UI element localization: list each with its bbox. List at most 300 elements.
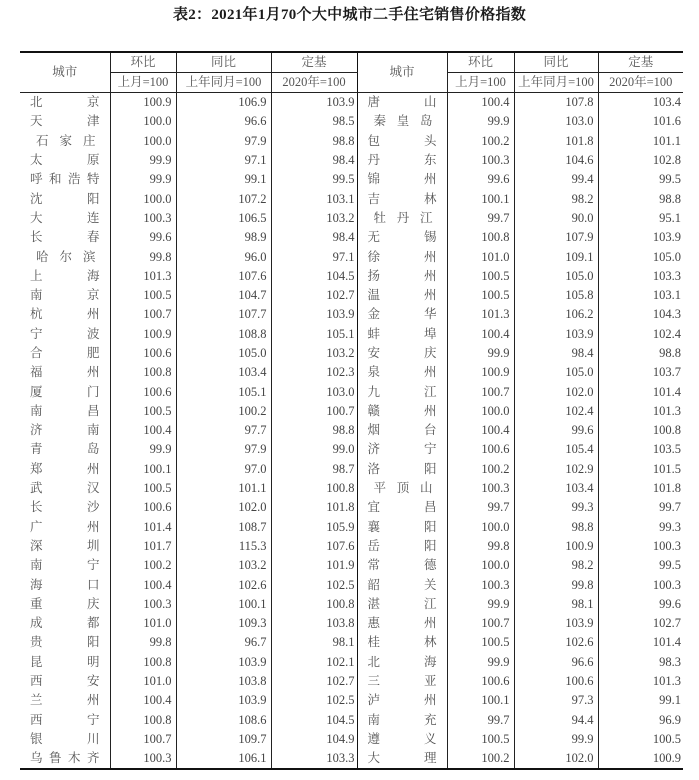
fixed-value-right: 101.1 — [598, 132, 683, 151]
city-name-right: 泉州 — [357, 363, 447, 382]
city-name-left: 西宁 — [30, 712, 100, 727]
mom-value-left: 99.9 — [110, 440, 176, 459]
mom-value-right: 100.2 — [447, 749, 514, 769]
mom-value-left: 100.7 — [110, 305, 176, 324]
yoy-value-left: 97.9 — [176, 440, 271, 459]
table-row — [20, 537, 683, 556]
yoy-value-left: 97.7 — [176, 421, 271, 440]
mom-value-left: 101.4 — [110, 518, 176, 537]
city-name-left: 成都 — [30, 616, 100, 631]
yoy-value-left: 106.1 — [176, 749, 271, 769]
fixed-value-right: 96.9 — [598, 711, 683, 730]
yoy-value-left: 108.8 — [176, 325, 271, 344]
table-row — [20, 209, 683, 228]
yoy-value-left: 97.0 — [176, 460, 271, 479]
fixed-value-right: 101.8 — [598, 479, 683, 498]
mom-value-left: 100.6 — [110, 382, 176, 401]
city-name-right: 秦皇岛 — [357, 112, 447, 131]
mom-value-left: 100.4 — [110, 575, 176, 594]
mom-value-right: 100.7 — [447, 614, 514, 633]
table-row — [20, 556, 683, 575]
fixed-value-right: 101.6 — [598, 112, 683, 131]
mom-value-left: 100.0 — [110, 132, 176, 151]
mom-value-left: 99.8 — [110, 633, 176, 652]
yoy-value-right: 98.8 — [514, 518, 598, 537]
city-name-left: 兰州 — [30, 693, 100, 708]
fixed-value-right: 104.3 — [598, 305, 683, 324]
fixed-value-left: 100.8 — [271, 595, 357, 614]
mom-value-left: 100.8 — [110, 711, 176, 730]
yoy-value-left: 107.7 — [176, 305, 271, 324]
mom-value-right: 100.2 — [447, 132, 514, 151]
city-name-right: 徐州 — [357, 247, 447, 266]
fixed-value-left: 99.5 — [271, 170, 357, 189]
city-name-left: 南宁 — [30, 558, 100, 573]
fixed-value-left: 103.0 — [271, 382, 357, 401]
mom-value-right: 99.7 — [447, 711, 514, 730]
city-name-right: 平顶山 — [357, 479, 447, 498]
mom-value-right: 100.1 — [447, 691, 514, 710]
city-name-right: 蚌埠 — [357, 325, 447, 344]
fixed-value-left: 103.1 — [271, 189, 357, 208]
header-yoy-right: 同比 — [514, 52, 598, 73]
fixed-value-left: 98.5 — [271, 112, 357, 131]
city-name-right: 济宁 — [357, 440, 447, 459]
mom-value-left: 100.8 — [110, 653, 176, 672]
yoy-value-left: 102.6 — [176, 575, 271, 594]
yoy-value-right: 102.0 — [514, 749, 598, 769]
yoy-value-left: 109.7 — [176, 730, 271, 749]
yoy-value-right: 99.3 — [514, 498, 598, 517]
fixed-value-left: 107.6 — [271, 537, 357, 556]
yoy-value-right: 102.6 — [514, 633, 598, 652]
mom-value-right: 101.3 — [447, 305, 514, 324]
header-fixed-right: 定基 — [598, 52, 683, 73]
mom-value-right: 101.0 — [447, 247, 514, 266]
city-name-left: 福州 — [30, 365, 100, 380]
city-name-left: 济南 — [30, 423, 100, 438]
fixed-value-right: 105.0 — [598, 247, 683, 266]
yoy-value-left: 104.7 — [176, 286, 271, 305]
header-city-right: 城市 — [357, 52, 447, 93]
table-row — [20, 730, 683, 749]
fixed-value-left: 100.7 — [271, 402, 357, 421]
header-mom-right: 环比 — [447, 52, 514, 73]
city-name-right: 宜昌 — [357, 498, 447, 517]
fixed-value-right: 103.5 — [598, 440, 683, 459]
mom-value-left: 100.5 — [110, 479, 176, 498]
yoy-value-left: 106.9 — [176, 93, 271, 113]
yoy-value-left: 96.7 — [176, 633, 271, 652]
city-name-right: 扬州 — [357, 267, 447, 286]
city-name-left: 合肥 — [30, 346, 100, 360]
city-name-left: 太原 — [30, 153, 100, 168]
yoy-value-left: 96.6 — [176, 112, 271, 131]
mom-value-right: 100.4 — [447, 93, 514, 113]
table-row — [20, 575, 683, 594]
fixed-value-right: 103.3 — [598, 267, 683, 286]
fixed-value-right: 101.5 — [598, 460, 683, 479]
city-name-right: 烟台 — [357, 421, 447, 440]
mom-value-right: 100.0 — [447, 556, 514, 575]
yoy-value-right: 99.9 — [514, 730, 598, 749]
fixed-value-left: 98.8 — [271, 132, 357, 151]
yoy-value-right: 102.9 — [514, 460, 598, 479]
table-row — [20, 151, 683, 170]
fixed-value-left: 104.5 — [271, 711, 357, 730]
mom-value-right: 100.6 — [447, 672, 514, 691]
yoy-value-left: 103.4 — [176, 363, 271, 382]
city-name-right: 吉林 — [357, 189, 447, 208]
fixed-value-left: 102.1 — [271, 653, 357, 672]
table-row — [20, 460, 683, 479]
fixed-value-left: 105.1 — [271, 325, 357, 344]
city-name-right: 韶关 — [357, 575, 447, 594]
fixed-value-right: 101.4 — [598, 382, 683, 401]
city-name-left: 哈尔滨 — [36, 249, 96, 264]
yoy-value-left: 98.9 — [176, 228, 271, 247]
city-name-left: 乌鲁木齐 — [20, 749, 110, 769]
fixed-value-left: 103.2 — [271, 344, 357, 363]
yoy-value-right: 102.0 — [514, 382, 598, 401]
mom-value-left: 100.3 — [110, 595, 176, 614]
yoy-value-right: 107.9 — [514, 228, 598, 247]
yoy-value-left: 109.3 — [176, 614, 271, 633]
fixed-value-left: 102.7 — [271, 286, 357, 305]
yoy-value-right: 103.9 — [514, 614, 598, 633]
yoy-value-left: 107.6 — [176, 267, 271, 286]
city-name-right: 湛江 — [357, 595, 447, 614]
mom-value-left: 100.6 — [110, 498, 176, 517]
city-name-right: 丹东 — [357, 151, 447, 170]
table-row — [20, 189, 683, 208]
header-row-top — [20, 52, 683, 73]
yoy-value-left: 115.3 — [176, 537, 271, 556]
yoy-value-left: 96.0 — [176, 247, 271, 266]
fixed-value-left: 102.5 — [271, 691, 357, 710]
city-name-right: 唐山 — [357, 93, 447, 113]
yoy-value-right: 109.1 — [514, 247, 598, 266]
fixed-value-left: 103.9 — [271, 93, 357, 113]
fixed-value-left: 97.1 — [271, 247, 357, 266]
city-name-left: 郑州 — [30, 461, 100, 476]
header-yoy-left: 同比 — [176, 52, 271, 73]
city-name-left: 西安 — [30, 674, 100, 689]
mom-value-left: 100.3 — [110, 209, 176, 228]
table-row — [20, 595, 683, 614]
yoy-value-right: 99.6 — [514, 421, 598, 440]
fixed-value-left: 98.1 — [271, 633, 357, 652]
city-name-left: 呼和浩特 — [30, 172, 100, 187]
mom-value-right: 100.2 — [447, 460, 514, 479]
fixed-value-left: 99.0 — [271, 440, 357, 459]
yoy-value-right: 97.3 — [514, 691, 598, 710]
city-name-left: 沈阳 — [30, 191, 100, 206]
fixed-value-right: 100.3 — [598, 575, 683, 594]
table-row — [20, 132, 683, 151]
table-row — [20, 363, 683, 382]
yoy-value-right: 107.8 — [514, 93, 598, 113]
yoy-value-left: 100.1 — [176, 595, 271, 614]
mom-value-left: 101.0 — [110, 614, 176, 633]
mom-value-right: 99.8 — [447, 537, 514, 556]
city-name-left: 武汉 — [30, 481, 100, 496]
mom-value-right: 100.1 — [447, 189, 514, 208]
yoy-value-left: 108.7 — [176, 518, 271, 537]
city-name-right: 牡丹江 — [357, 209, 447, 228]
city-name-left: 青岛 — [30, 442, 100, 457]
fixed-value-left: 103.2 — [271, 209, 357, 228]
city-name-left: 厦门 — [30, 384, 100, 399]
city-name-right: 金华 — [357, 305, 447, 324]
mom-value-right: 100.0 — [447, 402, 514, 421]
fixed-value-left: 102.3 — [271, 363, 357, 382]
fixed-value-right: 99.5 — [598, 556, 683, 575]
table-row — [20, 440, 683, 459]
city-name-left: 北京 — [30, 95, 100, 110]
city-name-left: 南昌 — [30, 403, 100, 418]
fixed-value-right: 103.4 — [598, 93, 683, 113]
fixed-value-left: 100.8 — [271, 479, 357, 498]
header-fixed-base-left: 2020年=100 — [271, 73, 357, 93]
header-fixed-left: 定基 — [271, 52, 357, 73]
city-name-left: 石家庄 — [36, 133, 96, 148]
yoy-value-right: 105.4 — [514, 440, 598, 459]
yoy-value-right: 96.6 — [514, 653, 598, 672]
yoy-value-right: 94.4 — [514, 711, 598, 730]
city-name-left: 南京 — [30, 288, 100, 303]
yoy-value-left: 101.1 — [176, 479, 271, 498]
fixed-value-right: 101.3 — [598, 402, 683, 421]
fixed-value-right: 99.6 — [598, 595, 683, 614]
header-mom-base-left: 上月=100 — [110, 73, 176, 93]
city-name-right: 岳阳 — [357, 537, 447, 556]
yoy-value-right: 103.4 — [514, 479, 598, 498]
mom-value-right: 99.7 — [447, 498, 514, 517]
header-yoy-base-left: 上年同月=100 — [176, 73, 271, 93]
mom-value-right: 100.5 — [447, 267, 514, 286]
table-row — [20, 614, 683, 633]
fixed-value-right: 98.8 — [598, 344, 683, 363]
yoy-value-left: 103.8 — [176, 672, 271, 691]
yoy-value-right: 99.4 — [514, 170, 598, 189]
mom-value-left: 100.7 — [110, 730, 176, 749]
mom-value-right: 99.9 — [447, 344, 514, 363]
header-yoy-base-right: 上年同月=100 — [514, 73, 598, 93]
yoy-value-right: 101.8 — [514, 132, 598, 151]
fixed-value-left: 98.8 — [271, 421, 357, 440]
mom-value-right: 99.9 — [447, 595, 514, 614]
city-name-right: 北海 — [357, 653, 447, 672]
city-name-right: 常德 — [357, 556, 447, 575]
city-name-right: 包头 — [357, 132, 447, 151]
price-index-table — [20, 51, 683, 770]
city-name-left: 昆明 — [30, 654, 100, 669]
mom-value-left: 100.0 — [110, 112, 176, 131]
city-name-right: 安庆 — [357, 344, 447, 363]
fixed-value-left: 103.8 — [271, 614, 357, 633]
city-name-left: 上海 — [30, 268, 100, 283]
yoy-value-left: 102.0 — [176, 498, 271, 517]
city-name-right: 惠州 — [357, 614, 447, 633]
mom-value-right: 100.0 — [447, 518, 514, 537]
yoy-value-right: 105.0 — [514, 267, 598, 286]
mom-value-left: 100.4 — [110, 421, 176, 440]
fixed-value-left: 98.4 — [271, 228, 357, 247]
yoy-value-left: 103.9 — [176, 691, 271, 710]
fixed-value-left: 104.9 — [271, 730, 357, 749]
table-row — [20, 305, 683, 324]
yoy-value-right: 100.9 — [514, 537, 598, 556]
fixed-value-right: 100.5 — [598, 730, 683, 749]
yoy-value-right: 98.4 — [514, 344, 598, 363]
mom-value-left: 100.8 — [110, 363, 176, 382]
fixed-value-right: 99.1 — [598, 691, 683, 710]
table-row — [20, 633, 683, 652]
city-name-right: 赣州 — [357, 402, 447, 421]
fixed-value-right: 102.8 — [598, 151, 683, 170]
fixed-value-right: 100.3 — [598, 537, 683, 556]
fixed-value-right: 103.9 — [598, 228, 683, 247]
city-name-left: 长春 — [30, 230, 100, 245]
mom-value-left: 100.5 — [110, 286, 176, 305]
city-name-left: 深圳 — [30, 538, 100, 553]
yoy-value-right: 102.4 — [514, 402, 598, 421]
fixed-value-left: 104.5 — [271, 267, 357, 286]
city-name-right: 泸州 — [357, 691, 447, 710]
mom-value-right: 100.4 — [447, 325, 514, 344]
table-row — [20, 382, 683, 401]
yoy-value-right: 103.0 — [514, 112, 598, 131]
fixed-value-left: 101.8 — [271, 498, 357, 517]
header-city-left: 城市 — [20, 52, 110, 93]
fixed-value-right: 103.1 — [598, 286, 683, 305]
yoy-value-right: 98.2 — [514, 556, 598, 575]
fixed-value-right: 100.8 — [598, 421, 683, 440]
mom-value-left: 100.1 — [110, 460, 176, 479]
fixed-value-right: 103.7 — [598, 363, 683, 382]
city-name-left: 天津 — [30, 114, 100, 129]
city-name-right: 锦州 — [357, 170, 447, 189]
mom-value-right: 100.3 — [447, 575, 514, 594]
yoy-value-right: 104.6 — [514, 151, 598, 170]
mom-value-left: 100.4 — [110, 691, 176, 710]
table-row — [20, 247, 683, 266]
fixed-value-right: 99.3 — [598, 518, 683, 537]
city-name-left: 杭州 — [30, 307, 100, 322]
fixed-value-right: 95.1 — [598, 209, 683, 228]
mom-value-right: 99.7 — [447, 209, 514, 228]
yoy-value-right: 103.9 — [514, 325, 598, 344]
table-row — [20, 672, 683, 691]
table-row — [20, 518, 683, 537]
fixed-value-right: 101.3 — [598, 672, 683, 691]
table-row — [20, 286, 683, 305]
fixed-value-right: 101.4 — [598, 633, 683, 652]
mom-value-right: 100.3 — [447, 479, 514, 498]
yoy-value-left: 100.2 — [176, 402, 271, 421]
city-name-right: 九江 — [357, 382, 447, 401]
table-row — [20, 711, 683, 730]
mom-value-left: 100.6 — [110, 344, 176, 363]
mom-value-right: 100.5 — [447, 633, 514, 652]
fixed-value-right: 98.8 — [598, 189, 683, 208]
yoy-value-left: 103.9 — [176, 653, 271, 672]
mom-value-right: 99.6 — [447, 170, 514, 189]
yoy-value-left: 99.1 — [176, 170, 271, 189]
table-row — [20, 691, 683, 710]
mom-value-left: 100.0 — [110, 189, 176, 208]
city-name-left: 海口 — [30, 577, 100, 592]
header-fixed-base-right: 2020年=100 — [598, 73, 683, 93]
yoy-value-left: 106.5 — [176, 209, 271, 228]
mom-value-right: 100.7 — [447, 382, 514, 401]
table-row — [20, 325, 683, 344]
header-row-base — [20, 73, 683, 93]
fixed-value-left: 102.7 — [271, 672, 357, 691]
table-title: 表2：2021年1月70个大中城市二手住宅销售价格指数 — [172, 7, 527, 23]
yoy-value-left: 103.2 — [176, 556, 271, 575]
mom-value-right: 100.8 — [447, 228, 514, 247]
table-row — [20, 498, 683, 517]
city-name-right: 桂林 — [357, 633, 447, 652]
yoy-value-left: 97.1 — [176, 151, 271, 170]
city-name-right: 遵义 — [357, 730, 447, 749]
mom-value-left: 100.2 — [110, 556, 176, 575]
table-row — [20, 267, 683, 286]
city-name-right: 三亚 — [357, 672, 447, 691]
mom-value-left: 99.8 — [110, 247, 176, 266]
table-row — [20, 344, 683, 363]
fixed-value-left: 98.7 — [271, 460, 357, 479]
table-row — [20, 479, 683, 498]
city-name-left: 广州 — [30, 519, 100, 534]
city-name-left: 重庆 — [30, 596, 100, 611]
yoy-value-right: 105.8 — [514, 286, 598, 305]
yoy-value-right: 98.1 — [514, 595, 598, 614]
mom-value-left: 101.3 — [110, 267, 176, 286]
fixed-value-right: 102.7 — [598, 614, 683, 633]
yoy-value-right: 105.0 — [514, 363, 598, 382]
city-name-left: 大连 — [30, 210, 100, 225]
table-row — [20, 93, 683, 113]
city-name-right: 襄阳 — [357, 518, 447, 537]
header-mom-base-right: 上月=100 — [447, 73, 514, 93]
table-body — [20, 93, 683, 770]
fixed-value-right: 102.4 — [598, 325, 683, 344]
mom-value-right: 100.9 — [447, 363, 514, 382]
fixed-value-left: 103.9 — [271, 305, 357, 324]
city-name-right: 无锡 — [357, 228, 447, 247]
city-name-right: 大理 — [357, 749, 447, 769]
yoy-value-right: 99.8 — [514, 575, 598, 594]
mom-value-right: 99.9 — [447, 653, 514, 672]
mom-value-left: 101.0 — [110, 672, 176, 691]
city-name-left: 贵阳 — [30, 635, 100, 650]
mom-value-left: 99.9 — [110, 151, 176, 170]
mom-value-right: 100.5 — [447, 286, 514, 305]
table-row — [20, 228, 683, 247]
fixed-value-left: 105.9 — [271, 518, 357, 537]
yoy-value-left: 105.0 — [176, 344, 271, 363]
yoy-value-right: 98.2 — [514, 189, 598, 208]
mom-value-left: 99.6 — [110, 228, 176, 247]
yoy-value-right: 106.2 — [514, 305, 598, 324]
fixed-value-right: 100.9 — [598, 749, 683, 769]
mom-value-left: 100.3 — [110, 749, 176, 769]
yoy-value-left: 105.1 — [176, 382, 271, 401]
mom-value-left: 100.9 — [110, 325, 176, 344]
